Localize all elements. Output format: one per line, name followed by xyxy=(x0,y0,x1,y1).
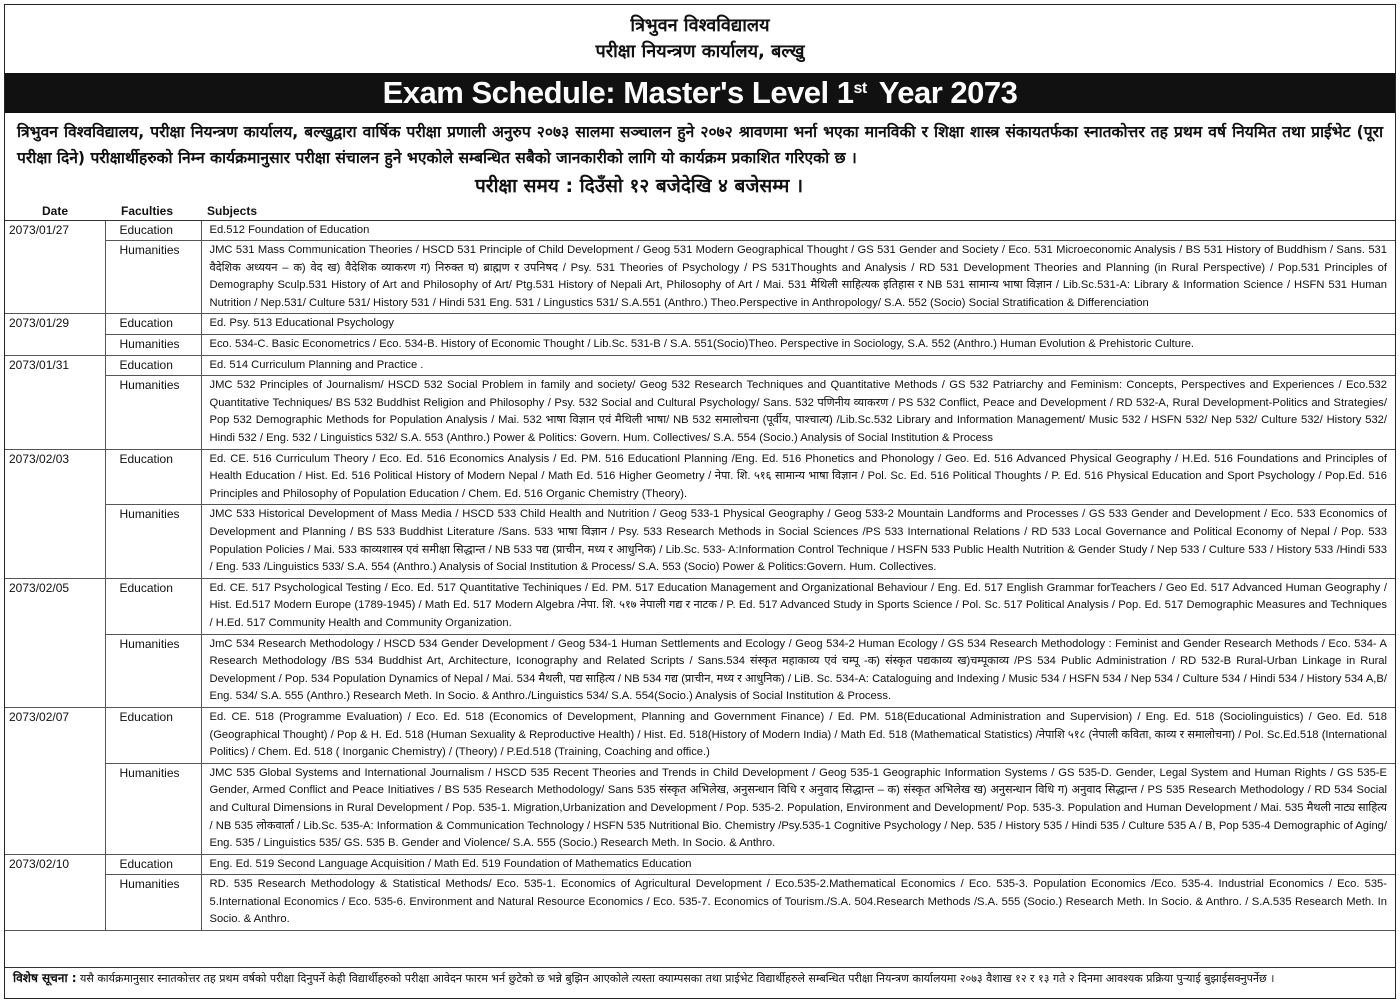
special-notice xyxy=(5,967,1395,999)
faculty-name: Education xyxy=(105,707,201,763)
notice-label: विशेष सूचना : xyxy=(13,971,77,985)
faculty-name: Humanities xyxy=(105,241,201,314)
table-row xyxy=(5,314,1395,335)
notice-text: यसै कार्यक्रमानुसार स्नातकोत्तर तह प्रथम वर्षको परीक्षा दिनुपर्ने केही विद्यार्थीहरुको परीक्षा आवेदन फारम भर्न छुटेको छ भन्ने बुझिन आएकोले त्यस्ता क्याम्पसका तथा प्राईभेट विद्यार्थीहरुले सम्बन्धित परीक्षा नियन्त्रण कार्यालयमा २०७३ वैशाख १२ र १३ गते २ दिनमा आवश्यक प्रक्रिया पुऱ्याई बुझाईसक्नुपर्नेछ । xyxy=(80,972,1275,985)
exam-date: 2073/02/10 xyxy=(5,854,105,930)
subjects-list: Eco. 534-C. Basic Econometrics / Eco. 534-B. History of Economic Thought / Lib.Sc. 531-B / S.A. 551(Socio)Theo. Perspective in Sociology, S.A. 552 (Anthro.) Human Evolution & Prehistoric Culture. xyxy=(201,335,1395,356)
table-row xyxy=(5,241,1395,314)
subjects-list: Ed. CE. 516 Curriculum Theory / Eco. Ed. 516 Economics Analysis / Ed. PM. 516 Educationl Planning /Eng. Ed. 516 Phonetics and Phonology / Geo. Ed. 516 Advanced Physical Geography / H.Ed. 516 Foundations and Principles of Health Education / Hist. Ed. 516 Political History of Modern Nepal / Math Ed. 516 Higher Geometry / नेपा. शि. ५१६ सामान्य भाषा विज्ञान / Pol. Sc. Ed. 516 Political Thoughts / P. Ed. 516 Physical Education and Sport Psychology / Pop.Ed. 516 Principles and Philosophy of Population Education / Chem. Ed. 516 Organic Chemistry (Theory). xyxy=(201,449,1395,505)
header-subjects: Subjects xyxy=(201,203,1395,220)
table-row xyxy=(5,763,1395,854)
university-name: त्रिभुवन विश्वविद्यालय xyxy=(630,15,770,36)
title-superscript: st xyxy=(853,80,867,97)
subjects-list: JMC 535 Global Systems and International Journalism / HSCD 535 Recent Theories and Trends in Child Development / Geog 535-1 Geographic Information Systems / GS 535-D. Gender, Legal System and Human Rights / GS 535-E Gender, Armed Conflict and Peace Initiatives / BS 535 Research Methodology/ Sans 535 संस्कृत अभिलेख, अनुसन्धान विधि र अनुवाद सिद्धान्त – क) संस्कृत अभिलेख ख) अनुसन्धान विधि ग) अनुवाद सिद्धान्त / PS 535 Research Methodology / RD 534 Social and Cultural Dimensions in Rural Development / Pop. 535-1. Migration,Urbanization and Development / Pop. 535-2. Population, Environment and Development/ Pop. 535-3. Population and Human Development / Mai. 535 मैथली नाट्य साहित्य / NB 535 लोकवार्ता / Lib.Sc. 535-A: Information & Communication Technology / HSFN 535 Nutritional Bio. Chemistry /Psy.535-1 Cognitive Psychology / Nep. 535 / History 535 / Hindi 535 / Culture 535 A / B, Pop 535-4 Demographic of Aging/ Eng. 535 / Linguistics 535/ GS. 535 B. Gender and Violence/ S.A. 555 (Socio.) Research Meth. In Socio. & Anthro. xyxy=(201,763,1395,854)
table-row xyxy=(5,707,1395,763)
exam-date: 2073/02/07 xyxy=(5,707,105,854)
exam-date: 2073/01/31 xyxy=(5,355,105,449)
subjects-list: Ed. CE. 518 (Programme Evaluation) / Eco. Ed. 518 (Economics of Development, Planning and Government Finance) / Ed. PM. 518(Educational Administration and Supervision) / Eng. Ed. 518 (Sociolinguistics) / Geo. Ed. 518 (Geographical Thought) / Pop & H. Ed. 518 (Human Sexuality & Reproductive Health) / Hist. Ed. 518(History of Modern India) / Math Ed. 518 (Mathematical Statistics) /नेपाशि ५१८ (नेपाली कविता, काव्य र समालोचना) / Pol. Sc.Ed.518 (International Politics) / Chem. Ed. 518 ( Inorganic Chemistry) / (Theory) / P.Ed.518 (Training, Coaching and office.) xyxy=(201,707,1395,763)
table-row xyxy=(5,634,1395,707)
table-row xyxy=(5,335,1395,356)
exam-schedule-page xyxy=(4,4,1396,999)
subjects-list: Ed. 514 Curriculum Planning and Practice . xyxy=(201,355,1395,376)
faculty-name: Education xyxy=(105,314,201,335)
faculty-name: Humanities xyxy=(105,875,201,931)
table-row xyxy=(5,220,1395,241)
faculty-name: Education xyxy=(105,578,201,634)
exam-date: 2073/01/27 xyxy=(5,220,105,314)
faculty-name: Humanities xyxy=(105,505,201,578)
subjects-list: JMC 531 Mass Communication Theories / HSCD 531 Principle of Child Development / Geog 531 Modern Geographical Thought / GS 531 Gender and Society / Eco. 531 Microeconomic Analysis / BS 531 History of Buddhism / Sans. 531 वैदेशिक अध्ययन – क) वेद ख) वैदेशिक व्याकरण ग) निरुक्त घ) ब्राह्मण र उपनिषद / Psy. 531 Theories of Psychology / PS 531Thoughts and Analysis / RD 531 Development Theories and Planning (in Rural Perspective) / Pop.531 Principles of Demography Sculp.531 History of Art and Philosophy of Art/ Ptg.531 History of Nepali Art, Philosophy of Art / Mai. 531 मैथिली साहित्यक इतिहास र NB 531 सामान्य भाषा विज्ञान / Lib.Sc.531-A: Library & Information Science / HSFN 531 Human Nutrition / Nep.531/ Culture 531/ History 531 / Hindi 531 Eng. 531 / Lingustics 531/ S.A.551 (Anthro.) Theo.Perspective in Anthropology/ S.A. 552 (Socio) Social Stratification & Differenciation xyxy=(201,241,1395,314)
subjects-list: Ed. CE. 517 Psychological Testing / Eco. Ed. 517 Quantitative Techiniques / Ed. PM. 517 Education Management and Organizational Behaviour / Eng. Ed. 517 English Grammar forTeachers / Geo Ed. 517 Advanced Human Geography / Hist. Ed.517 Modern Europe (1789-1945) / Math Ed. 517 Modern Algebra /नेपा. शि. ५१७ नेपाली गद्य र नाटक / P. Ed. 517 Advanced Study in Sports Science / Pol. Sc. 517 Political Analysis / Pop. Ed. 517 Demographic Measures and Techniques / H.Ed. 517 Community Health and Community Organization. xyxy=(201,578,1395,634)
subjects-list: JMC 533 Historical Development of Mass Media / HSCD 533 Child Health and Nutrition / Geog 533-1 Physical Geography / Geog 533-2 Mountain Landforms and Processes / GS 533 Gender and Development / Eco. 533 Economics of Development and Planning / BS 533 Buddhist Literature /Sans. 533 भाषा विज्ञान / Psy. 533 Research Methods in Social Sciences /PS 533 International Relations / RD 533 Local Governance and Political Economy of Nepal / Pop. 533 Population Policies / Mai. 533 काव्यशास्त्र एवं समीक्षा सिद्धान्त / NB 533 पद्य (प्राचीन, मध्य र आधुनिक) / Lib.Sc. 533- A:Information Control Technique / HSFN 533 Public Health Nutrition & Gender Study / Nep 533 / Culture 533 / History 533 /Hindi 533 / Eng. 533 /Linguistics 533/ S.A. 554 (Anthro.) Analysis of Social Institution & Process/ S.A. 553 (Socio) Power & Politics:Govern. Hum. Collectives. xyxy=(201,505,1395,578)
table-row xyxy=(5,505,1395,578)
intro-paragraph xyxy=(5,113,1395,209)
subjects-list: Ed.512 Foundation of Education xyxy=(201,220,1395,241)
table-row xyxy=(5,854,1395,875)
faculty-name: Humanities xyxy=(105,376,201,449)
table-row xyxy=(5,376,1395,449)
title-main: Exam Schedule: Master's Level 1 xyxy=(382,75,854,110)
exam-date: 2073/02/03 xyxy=(5,449,105,578)
table-row xyxy=(5,578,1395,634)
table-row xyxy=(5,449,1395,505)
title-year: Year 2073 xyxy=(878,75,1018,110)
exam-date: 2073/02/05 xyxy=(5,578,105,707)
subjects-list: JMC 532 Principles of Journalism/ HSCD 532 Social Problem in family and society/ Geog 532 Research Techniques and Quantitative Methods / GS 532 Patriarchy and Feminism: Concepts, Perspectives and Experiences / Eco.532 Quantitative Techniques/ BS 532 Buddhist Religion and Philosophy / Psy. 532 Social and Cultural Psychology/ Sans. 532 पणिनीय व्याकरण / PS 532 Conflict, Peace and Development / RD 532-A, Rural Development-Politics and Strategies/ Pop 532 Demographic Methods for Population Analysis / Mai. 532 भाषा विज्ञान एवं मैथिली भाषा/ NB 532 समालोचना (पूर्वीय, पाश्चात्य) /Lib.Sc.532 Library and Information Management/ Music 532 / HSFN 532/ Nep 532/ Culture 532/ History 532/ Hindi 532 / Eng. 532 / Linguistics 532/ S.A. 553 (Anthro.) Power & Politics: Govern. Hum. Collectives/ S.A. 554 (Socio.) Analysis of Social Institution & Process xyxy=(201,376,1395,449)
faculty-name: Education xyxy=(105,854,201,875)
header-faculties: Faculties xyxy=(105,203,201,220)
faculty-name: Humanities xyxy=(105,634,201,707)
exam-date: 2073/01/29 xyxy=(5,314,105,355)
page-header xyxy=(5,5,1395,73)
schedule-body xyxy=(5,220,1395,931)
faculty-name: Education xyxy=(105,355,201,376)
table-row xyxy=(5,875,1395,931)
subjects-list: Ed. Psy. 513 Educational Psychology xyxy=(201,314,1395,335)
table-header-row xyxy=(5,203,1395,220)
faculty-name: Humanities xyxy=(105,335,201,356)
office-name: परीक्षा नियन्त्रण कार्यालय, बल्खु xyxy=(595,41,805,62)
exam-time: परीक्षा समय : दिउँसो १२ बजेदेखि ४ बजेसम्म । xyxy=(475,175,804,197)
schedule-table xyxy=(5,203,1395,931)
subjects-list: JmC 534 Research Methodology / HSCD 534 Gender Development / Geog 534-1 Human Settlements and Ecology / Geog 534-2 Human Ecology / GS 534 Research Methodology : Feminist and Gender Research Methods / Eco. 534- A Research Methodology /BS 534 Buddhist Art, Architecture, Iconography and Related Scripts / Sans.534 संस्कृत महाकाव्य एवं चम्पू -क) संस्कृत पद्यकाव्य ख)चम्पूकाव्य /PS 534 Public Administration / RD 532-B Rural-Urban Linkage in Rural Development / Pop. 534 Population Dynamics of Nepal / Mai. 534 मैथली, पद्य साहित्य / NB 534 गद्य (प्राचीन, मध्य र आधुनिक) / LiB. Sc. 534-A: Cataloguing and Indexing / Music 534 / HSFN 534 / Nep 534 / Culture 534 / Hindi 534 / History 534 A,B/ Eng. 534/ S.A. 555 (Anthro.) Research Meth. In Socio. & Anthro./Linguistics 534/ S.A. 554(Socio.) Analysis of Social Institution & Process. xyxy=(201,634,1395,707)
faculty-name: Education xyxy=(105,449,201,505)
faculty-name: Education xyxy=(105,220,201,241)
subjects-list: RD. 535 Research Methodology & Statistical Methods/ Eco. 535-1. Economics of Agricultural Development / Eco.535-2.Mathematical Economics / Eco. 535-3. Population Economics /Eco. 535-4. Industrial Economics / Eco. 535-5.International Economics / Eco. 535-6. Environment and Natural Resource Economics / Eco. 535-7. Economics of Tourism./S.A. 504.Research Methods /S.A. 555 (Socio.) Research Meth. In Socio. & Anthro. / S.A.535 Research Meth. In Socio. & Anthro. xyxy=(201,875,1395,931)
intro-text: त्रिभुवन विश्वविद्यालय, परीक्षा नियन्त्रण कार्यालय, बल्खुद्वारा वार्षिक परीक्षा प्रणाली अनुरुप २०७३ सालमा सञ्चालन हुने २०७२ श्रावणमा भर्ना भएका मानविकी र शिक्षा शास्त्र संकायतर्फका स्नातकोत्तर तह प्रथम वर्ष नियमित तथा प्राईभेट (पूरा परीक्षा दिने) परीक्षार्थीहरुको निम्न कार्यक्रमानुसार परीक्षा संचालन हुने भएकोले सम्बन्धित सबैको जानकारीको लागि यो कार्यक्रम प्रकाशित गरिएको छ । xyxy=(17,123,1383,167)
page-title xyxy=(5,73,1395,113)
faculty-name: Humanities xyxy=(105,763,201,854)
table-row xyxy=(5,355,1395,376)
header-date: Date xyxy=(5,203,105,220)
subjects-list: Eng. Ed. 519 Second Language Acquisition / Math Ed. 519 Foundation of Mathematics Education xyxy=(201,854,1395,875)
